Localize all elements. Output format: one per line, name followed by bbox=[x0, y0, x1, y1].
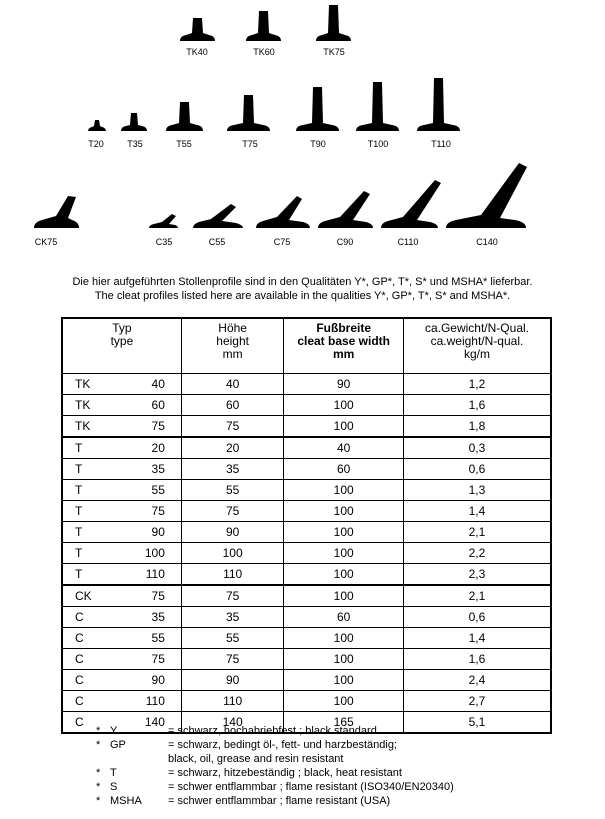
cell-weight: 1,6 bbox=[403, 395, 551, 416]
cell-base-width: 100 bbox=[284, 691, 404, 712]
cell-height: 75 bbox=[181, 501, 284, 522]
cell-weight: 1,4 bbox=[403, 501, 551, 522]
cell-base-width: 165 bbox=[284, 712, 404, 734]
legend-asterisk: * bbox=[96, 725, 101, 737]
legend-code: Y bbox=[110, 725, 118, 737]
legend-code: MSHA bbox=[110, 795, 142, 807]
cell-height: 110 bbox=[181, 564, 284, 586]
type-number: 90 bbox=[151, 673, 165, 687]
type-number: 75 bbox=[151, 652, 165, 666]
type-code: C bbox=[75, 652, 84, 666]
type-code: T bbox=[75, 525, 83, 539]
cell-base-width: 100 bbox=[284, 501, 404, 522]
header-weight-de: ca.Gewicht/N-Qual. bbox=[424, 321, 529, 335]
legend-description: = schwarz, hitzebeständig ; black, heat resistant bbox=[168, 767, 402, 779]
legend-description: = schwarz, bedingt öl-, fett- und harzbeständig; bbox=[168, 739, 397, 751]
type-number: 40 bbox=[151, 377, 165, 391]
cell-type bbox=[62, 628, 181, 649]
cell-height: 20 bbox=[181, 437, 284, 459]
cell-weight: 0,3 bbox=[403, 437, 551, 459]
cell-weight: 1,2 bbox=[403, 374, 551, 395]
type-code: T bbox=[75, 483, 83, 497]
profile-t90 bbox=[296, 87, 339, 149]
cell-weight: 2,1 bbox=[403, 585, 551, 607]
profile-ck75 bbox=[34, 196, 79, 247]
header-base-de: Fußbreite bbox=[316, 321, 371, 335]
cell-weight: 2,3 bbox=[403, 564, 551, 586]
cell-base-width: 100 bbox=[284, 416, 404, 438]
profile-t55 bbox=[166, 102, 203, 149]
profile-label: C110 bbox=[397, 237, 419, 247]
profile-label: C55 bbox=[208, 237, 226, 247]
profile-label: C140 bbox=[476, 237, 498, 247]
type-number: 110 bbox=[145, 694, 165, 708]
profile-label: T75 bbox=[242, 139, 258, 149]
cell-weight: 1,8 bbox=[403, 416, 551, 438]
cell-type bbox=[62, 670, 181, 691]
type-number: 75 bbox=[151, 419, 165, 433]
cell-base-width: 100 bbox=[284, 522, 404, 543]
cell-type bbox=[62, 522, 181, 543]
cell-type bbox=[62, 543, 181, 564]
cell-type bbox=[62, 691, 181, 712]
cleat-profile-table bbox=[61, 317, 552, 734]
cell-base-width: 60 bbox=[284, 459, 404, 480]
cell-height: 100 bbox=[181, 543, 284, 564]
intro-text-german: Die hier aufgeführten Stollenprofile sind in den Qualitäten Y*, GP*, T*, S* und MSHA* lieferbar. bbox=[72, 276, 533, 288]
legend-asterisk: * bbox=[96, 795, 101, 807]
cell-weight: 5,1 bbox=[403, 712, 551, 734]
cell-type bbox=[62, 607, 181, 628]
profile-tk60 bbox=[246, 11, 281, 57]
cell-height: 90 bbox=[181, 522, 284, 543]
profile-label: C35 bbox=[155, 237, 173, 247]
cell-type bbox=[62, 437, 181, 459]
profile-label: C75 bbox=[273, 237, 291, 247]
table-body bbox=[62, 374, 551, 734]
table-row bbox=[62, 649, 551, 670]
type-code: C bbox=[75, 673, 84, 687]
table-row bbox=[62, 543, 551, 564]
type-code: TK bbox=[75, 419, 91, 433]
cell-type bbox=[62, 712, 181, 734]
type-number: 60 bbox=[151, 398, 165, 412]
header-base-en: cleat base width bbox=[297, 334, 391, 348]
legend-code: T bbox=[110, 767, 117, 779]
cell-weight: 1,6 bbox=[403, 649, 551, 670]
table-header-row bbox=[62, 318, 551, 374]
type-code: CK bbox=[75, 589, 92, 603]
type-code: C bbox=[75, 715, 84, 729]
profile-label: T55 bbox=[176, 139, 192, 149]
cell-weight: 2,7 bbox=[403, 691, 551, 712]
type-number: 55 bbox=[151, 631, 165, 645]
table-row bbox=[62, 628, 551, 649]
cell-height: 75 bbox=[181, 416, 284, 438]
type-number: 140 bbox=[144, 715, 165, 729]
profile-c35 bbox=[149, 214, 178, 247]
cell-type bbox=[62, 374, 181, 395]
cell-height: 35 bbox=[181, 607, 284, 628]
cell-base-width: 40 bbox=[284, 437, 404, 459]
legend-code: GP bbox=[110, 739, 126, 751]
cell-weight: 2,1 bbox=[403, 522, 551, 543]
cell-weight: 0,6 bbox=[403, 607, 551, 628]
type-number: 100 bbox=[144, 546, 165, 560]
cell-base-width: 100 bbox=[284, 564, 404, 586]
profile-label: T100 bbox=[367, 139, 389, 149]
header-type-de: Typ bbox=[112, 321, 132, 335]
cell-base-width: 100 bbox=[284, 480, 404, 501]
profile-label: TK40 bbox=[186, 47, 208, 57]
cell-weight: 1,3 bbox=[403, 480, 551, 501]
header-base-unit: mm bbox=[333, 347, 355, 361]
type-code: T bbox=[75, 504, 83, 518]
profile-label: TK75 bbox=[323, 47, 345, 57]
profile-c110 bbox=[381, 180, 441, 247]
cell-base-width: 100 bbox=[284, 670, 404, 691]
profile-t75 bbox=[227, 95, 270, 149]
profile-tk75 bbox=[316, 5, 351, 57]
table-row bbox=[62, 480, 551, 501]
profile-c55 bbox=[193, 204, 243, 247]
type-number: 35 bbox=[151, 462, 165, 476]
type-code: C bbox=[75, 631, 84, 645]
table-row bbox=[62, 437, 551, 459]
type-code: C bbox=[75, 610, 84, 624]
legend-description: black, oil, grease and resin resistant bbox=[168, 753, 344, 765]
cell-type bbox=[62, 480, 181, 501]
profile-tk40 bbox=[180, 18, 215, 57]
header-base-width bbox=[284, 318, 404, 374]
profile-label: T110 bbox=[431, 139, 451, 149]
cell-weight: 1,4 bbox=[403, 628, 551, 649]
cell-type bbox=[62, 501, 181, 522]
cell-base-width: 100 bbox=[284, 395, 404, 416]
cell-base-width: 60 bbox=[284, 607, 404, 628]
profile-t35 bbox=[121, 113, 147, 149]
table-row bbox=[62, 501, 551, 522]
cell-type bbox=[62, 395, 181, 416]
type-code: C bbox=[75, 694, 84, 708]
header-height-unit: mm bbox=[222, 347, 243, 361]
cell-height: 55 bbox=[181, 480, 284, 501]
table-row bbox=[62, 607, 551, 628]
type-number: 75 bbox=[151, 504, 165, 518]
profile-label: T20 bbox=[88, 139, 104, 149]
cell-type bbox=[62, 585, 181, 607]
cell-weight: 2,4 bbox=[403, 670, 551, 691]
type-code: T bbox=[75, 441, 83, 455]
type-code: T bbox=[75, 462, 83, 476]
profile-label: T35 bbox=[127, 139, 143, 149]
cell-base-width: 90 bbox=[284, 374, 404, 395]
profile-c140 bbox=[446, 163, 527, 247]
cell-type bbox=[62, 649, 181, 670]
header-weight-unit: kg/m bbox=[463, 347, 490, 361]
header-type bbox=[62, 318, 181, 374]
type-number: 35 bbox=[151, 610, 165, 624]
table-row bbox=[62, 670, 551, 691]
cell-base-width: 100 bbox=[284, 628, 404, 649]
cell-type bbox=[62, 459, 181, 480]
profile-label: CK75 bbox=[34, 237, 58, 247]
table-row bbox=[62, 585, 551, 607]
table-row bbox=[62, 395, 551, 416]
profile-label: C90 bbox=[336, 237, 354, 247]
type-number: 55 bbox=[151, 483, 165, 497]
type-number: 110 bbox=[145, 567, 165, 581]
header-type-en: type bbox=[110, 334, 134, 348]
profile-t100 bbox=[356, 82, 399, 149]
legend-description: = schwarz, hochabriebfest ; black standard bbox=[168, 725, 377, 737]
legend-description: = schwer entflammbar ; flame resistant (USA) bbox=[168, 795, 391, 807]
cell-base-width: 100 bbox=[284, 585, 404, 607]
table-row bbox=[62, 564, 551, 586]
header-height-de: Höhe bbox=[218, 321, 247, 335]
type-number: 90 bbox=[151, 525, 165, 539]
type-number: 20 bbox=[151, 441, 165, 455]
table-row bbox=[62, 374, 551, 395]
profile-c75 bbox=[256, 196, 310, 247]
type-code: TK bbox=[75, 398, 91, 412]
cell-type bbox=[62, 564, 181, 586]
cell-weight: 2,2 bbox=[403, 543, 551, 564]
profile-label: T90 bbox=[310, 139, 326, 149]
table-row bbox=[62, 522, 551, 543]
cell-height: 90 bbox=[181, 670, 284, 691]
table-row bbox=[62, 459, 551, 480]
type-code: TK bbox=[75, 377, 91, 391]
profile-t20 bbox=[88, 120, 106, 149]
legend-asterisk: * bbox=[96, 767, 101, 779]
intro-text-english: The cleat profiles listed here are available in the qualities Y*, GP*, T*, S* and MSHA*. bbox=[94, 290, 511, 302]
cell-type bbox=[62, 416, 181, 438]
cell-base-width: 100 bbox=[284, 543, 404, 564]
type-number: 75 bbox=[151, 589, 165, 603]
cell-height: 140 bbox=[181, 712, 284, 734]
legend-description: = schwer entflammbar ; flame resistant (ISO340/EN20340) bbox=[168, 781, 454, 793]
cell-height: 110 bbox=[181, 691, 284, 712]
cell-height: 35 bbox=[181, 459, 284, 480]
cell-height: 75 bbox=[181, 649, 284, 670]
type-code: T bbox=[75, 546, 83, 560]
profile-label: TK60 bbox=[253, 47, 275, 57]
legend-code: S bbox=[110, 781, 118, 793]
header-height bbox=[181, 318, 284, 374]
legend-asterisk: * bbox=[96, 739, 101, 751]
profile-t110 bbox=[417, 78, 460, 149]
type-code: T bbox=[75, 567, 83, 581]
legend-asterisk: * bbox=[96, 781, 101, 793]
cell-weight: 0,6 bbox=[403, 459, 551, 480]
profile-drawings bbox=[0, 0, 605, 262]
cell-height: 75 bbox=[181, 585, 284, 607]
header-weight bbox=[403, 318, 551, 374]
cell-height: 60 bbox=[181, 395, 284, 416]
cell-base-width: 100 bbox=[284, 649, 404, 670]
cell-height: 40 bbox=[181, 374, 284, 395]
cell-height: 55 bbox=[181, 628, 284, 649]
table-row bbox=[62, 416, 551, 438]
profile-c90 bbox=[318, 191, 373, 247]
header-weight-en: ca.weight/N-qual. bbox=[430, 334, 524, 348]
header-height-en: height bbox=[216, 334, 249, 348]
table-row bbox=[62, 691, 551, 712]
